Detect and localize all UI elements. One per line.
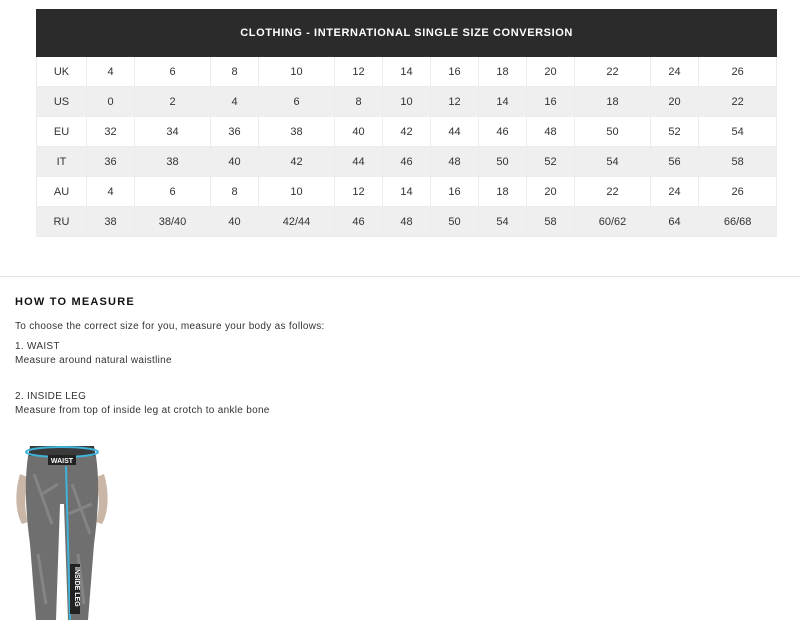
size-cell: 0 [87, 87, 135, 117]
size-cell: 42/44 [259, 207, 335, 237]
size-cell: 24 [651, 57, 699, 87]
size-cell: 4 [87, 57, 135, 87]
size-cell: 42 [259, 147, 335, 177]
size-cell: 20 [527, 57, 575, 87]
size-cell: 44 [431, 117, 479, 147]
size-cell: 18 [575, 87, 651, 117]
size-cell: 54 [699, 117, 777, 147]
size-cell: 18 [479, 177, 527, 207]
table-row [37, 117, 777, 147]
step-waist-title: 1. WAIST [15, 341, 60, 352]
size-cell: 54 [575, 147, 651, 177]
how-to-measure-heading: HOW TO MEASURE [15, 296, 135, 308]
size-cell: 48 [431, 147, 479, 177]
size-cell: 60/62 [575, 207, 651, 237]
inside-leg-tag-label: INSIDE LEG [73, 567, 80, 607]
size-cell: 36 [211, 117, 259, 147]
size-cell: 12 [335, 57, 383, 87]
size-cell: 12 [335, 177, 383, 207]
region-label: RU [37, 207, 87, 237]
size-cell: 54 [479, 207, 527, 237]
size-cell: 44 [335, 147, 383, 177]
size-cell: 48 [527, 117, 575, 147]
size-cell: 52 [527, 147, 575, 177]
size-cell: 52 [651, 117, 699, 147]
size-cell: 38 [259, 117, 335, 147]
size-cell: 18 [479, 57, 527, 87]
size-cell: 16 [431, 177, 479, 207]
size-cell: 66/68 [699, 207, 777, 237]
table-title: CLOTHING - INTERNATIONAL SINGLE SIZE CONVERSION [37, 10, 777, 57]
size-cell: 38 [135, 147, 211, 177]
size-cell: 50 [479, 147, 527, 177]
step-inside-leg-description: Measure from top of inside leg at crotch to ankle bone [15, 405, 270, 416]
size-cell: 10 [259, 177, 335, 207]
size-cell: 20 [527, 177, 575, 207]
size-conversion-table [36, 9, 777, 237]
table-row [37, 57, 777, 87]
size-cell: 46 [479, 117, 527, 147]
size-cell: 14 [479, 87, 527, 117]
measure-intro: To choose the correct size for you, measure your body as follows: [15, 321, 325, 332]
size-cell: 8 [211, 177, 259, 207]
size-cell: 58 [699, 147, 777, 177]
size-cell: 50 [575, 117, 651, 147]
size-cell: 14 [383, 57, 431, 87]
waist-tag-label: WAIST [50, 458, 74, 465]
how-to-measure-section [15, 296, 325, 418]
size-cell: 40 [211, 207, 259, 237]
size-cell: 22 [575, 177, 651, 207]
size-cell: 2 [135, 87, 211, 117]
jeans-measurement-illustration [12, 444, 112, 624]
region-label: US [37, 87, 87, 117]
size-cell: 6 [259, 87, 335, 117]
size-cell: 36 [87, 147, 135, 177]
size-cell: 12 [431, 87, 479, 117]
size-cell: 4 [211, 87, 259, 117]
region-label: IT [37, 147, 87, 177]
section-divider [0, 276, 800, 277]
size-cell: 46 [335, 207, 383, 237]
size-cell: 32 [87, 117, 135, 147]
size-cell: 8 [211, 57, 259, 87]
table-row [37, 87, 777, 117]
size-cell: 4 [87, 177, 135, 207]
size-cell: 38 [87, 207, 135, 237]
size-cell: 40 [335, 117, 383, 147]
region-label: EU [37, 117, 87, 147]
size-cell: 6 [135, 57, 211, 87]
size-cell: 48 [383, 207, 431, 237]
size-cell: 6 [135, 177, 211, 207]
size-cell: 16 [527, 87, 575, 117]
table-row [37, 147, 777, 177]
size-cell: 40 [211, 147, 259, 177]
size-cell: 16 [431, 57, 479, 87]
size-cell: 20 [651, 87, 699, 117]
size-cell: 26 [699, 177, 777, 207]
size-cell: 26 [699, 57, 777, 87]
size-cell: 22 [699, 87, 777, 117]
table-row [37, 177, 777, 207]
size-cell: 46 [383, 147, 431, 177]
size-cell: 50 [431, 207, 479, 237]
step-inside-leg-title: 2. INSIDE LEG [15, 391, 87, 402]
size-cell: 58 [527, 207, 575, 237]
table-body [37, 57, 777, 237]
size-cell: 14 [383, 177, 431, 207]
size-cell: 10 [383, 87, 431, 117]
size-cell: 64 [651, 207, 699, 237]
size-cell: 38/40 [135, 207, 211, 237]
size-cell: 24 [651, 177, 699, 207]
region-label: UK [37, 57, 87, 87]
table-row [37, 207, 777, 237]
size-cell: 42 [383, 117, 431, 147]
size-cell: 34 [135, 117, 211, 147]
size-cell: 8 [335, 87, 383, 117]
region-label: AU [37, 177, 87, 207]
size-cell: 10 [259, 57, 335, 87]
size-cell: 22 [575, 57, 651, 87]
step-waist-description: Measure around natural waistline [15, 355, 172, 366]
size-cell: 56 [651, 147, 699, 177]
